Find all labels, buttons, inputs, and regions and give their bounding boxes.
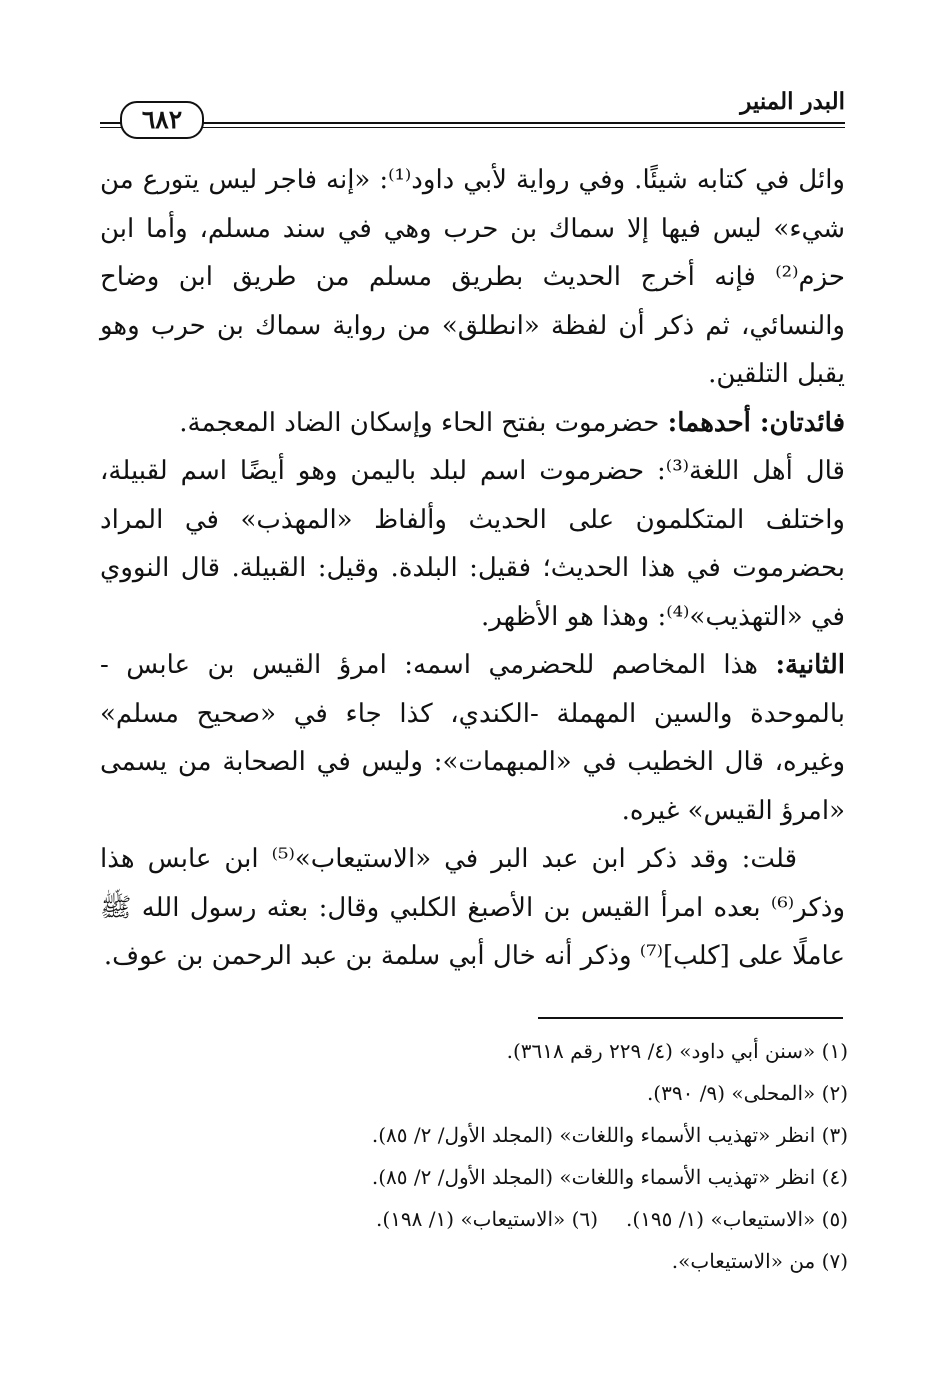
footnotes (100, 1030, 848, 1282)
running-title: البدر المنير (740, 88, 845, 115)
paragraph-3: قال أهل اللغة⁽³⁾: حضرموت اسم لبلد باليمن وهو أيضًا اسم لقبيلة، واختلف المتكلمون على الحديث وألفاظ «المهذب» في المراد بحضرموت في هذا الحديث؛ فقيل: البلدة. وقيل: القبيلة. قال النووي في «التهذيب»⁽⁴⁾: وهذا هو الأظهر. (100, 456, 845, 632)
header-rule-thick (100, 122, 845, 124)
paragraph-2 (100, 399, 845, 448)
footnote-1: (١) «سنن أبي داود» (٤/ ٢٢٩ رقم ٣٦١٨). (506, 1039, 848, 1063)
footnote-4: (٤) انظر «تهذيب الأسماء واللغات» (المجلد الأول/ ٢/ ٨٥). (371, 1165, 848, 1189)
page-number-badge: ٦٨٢ (120, 101, 204, 139)
page-header (100, 88, 845, 134)
paragraph-5: قلت: وقد ذكر ابن عبد البر في «الاستيعاب»⁽⁵⁾ ابن عابس هذا وذكر⁽⁶⁾ بعده امرأ القيس بن الأصبغ الكلبي وقال: بعثه رسول الله ﷺ عاملًا على [كلب]⁽⁷⁾ وذكر أنه خال أبي سلمة بن عبد الرحمن بن عوف. (100, 844, 845, 971)
footnote-5: (٥) «الاستيعاب» (١/ ١٩٥). (626, 1207, 848, 1231)
paragraph-4-lead: الثانية: (775, 650, 845, 680)
paragraph-1: وائل في كتابه شيئًا. وفي رواية لأبي داود⁽¹⁾: «إنه فاجر ليس يتورع من شيء» ليس فيها إلا سماك بن حرب وهي في سند مسلم، وأما ابن حزم⁽²⁾ فإنه أخرج الحديث بطريق مسلم من طريق ابن وضاح والنسائي، ثم ذكر أن لفظة «انطلق» من رواية سماك بن حرب وهو يقبل التلقين. (100, 165, 845, 389)
paragraph-2-lead: فائدتان: أحدهما: (667, 407, 845, 438)
main-text (100, 156, 845, 981)
header-rule-thin (100, 127, 845, 128)
footnote-2: (٢) «المحلى» (٩/ ٣٩٠). (646, 1081, 848, 1105)
footnote-3: (٣) انظر «تهذيب الأسماء واللغات» (المجلد الأول/ ٢/ ٨٥). (371, 1123, 848, 1147)
footnote-6: (٦) «الاستيعاب» (١/ ١٩٨). (376, 1207, 598, 1231)
footnote-row-5-6 (100, 1198, 848, 1240)
paragraph-2-text: حضرموت بفتح الحاء وإسكان الضاد المعجمة. (179, 407, 668, 438)
footnote-7: (٧) من «الاستيعاب». (671, 1249, 848, 1273)
paragraph-4-text: هذا المخاصم للحضرمي اسمه: امرؤ القيس بن عابس - بالموحدة والسين المهملة -الكندي، كذا جاء في «صحيح مسلم» وغيره، قال الخطيب في «المبهمات»: وليس في الصحابة من يسمى «امرؤ القيس» غيره. (100, 650, 846, 826)
footnote-separator (538, 1017, 843, 1019)
paragraph-4 (100, 641, 845, 835)
